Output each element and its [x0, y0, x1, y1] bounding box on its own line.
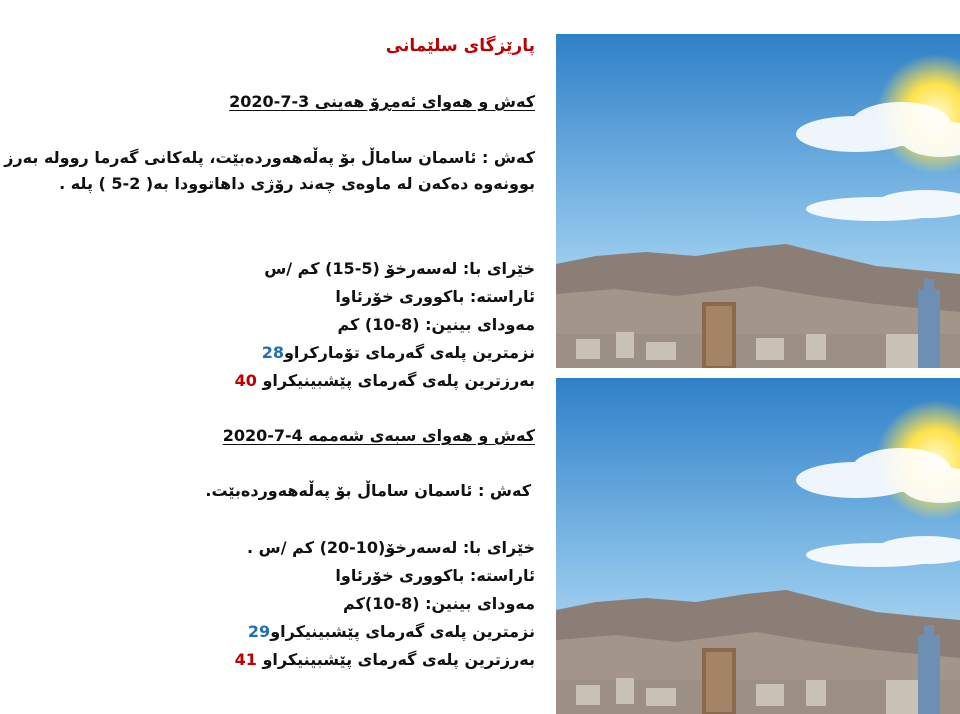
day2-sky-line1: کەش : ئاسمان ساماڵ بۆ پەڵەهەوردەبێت.	[205, 481, 531, 500]
day2-min-temp-value: 29	[247, 622, 271, 641]
day2-heading: کەش و هەوای سبەی شەممە 4-7-2020	[222, 426, 535, 445]
day1-visibility: مەودای بینین: (8-10) کم	[337, 315, 535, 334]
city-skyline-photo-top	[556, 34, 960, 368]
day2-max-temp-label: بەرزترین پلەی گەرمای پێشبینیکراو	[256, 650, 535, 669]
city-skyline-photo-bottom	[556, 378, 960, 714]
day1-sky-line1: کەش : ئاسمان ساماڵ بۆ پەڵەهەوردەبێت، پلەکانی گەرما رووله بەرز	[4, 148, 535, 167]
glass-tower	[918, 289, 940, 368]
day1-max-temp-value: 40	[234, 371, 257, 390]
day2-wind-speed: خێرای با: لەسەرخۆ(10-20) کم /س .	[247, 538, 535, 557]
day1-min-temp	[262, 343, 535, 362]
day1-heading: کەش و هەوای ئەمڕۆ هەینی 3-7-2020	[229, 92, 535, 111]
day1-min-temp-value: 28	[261, 343, 284, 362]
day1-wind-speed: خێرای با: لەسەرخۆ (5-15) کم /س	[264, 259, 535, 278]
skyline-illustration	[556, 34, 960, 368]
day1-wind-direction: ئاراستە: باکووری خۆرئاوا	[335, 287, 535, 306]
day1-max-temp	[235, 371, 535, 390]
skyline-illustration-2	[556, 378, 960, 714]
day2-min-temp	[248, 622, 535, 641]
day2-max-temp-value: 41	[234, 650, 257, 669]
day2-wind-direction: ئاراستە: باکووری خۆرئاوا	[335, 566, 535, 585]
day1-max-temp-label: بەرزترین پلەی گەرمای پێشبینیکراو	[256, 371, 535, 390]
day2-visibility: مەودای بینین: (8-10)کم	[343, 594, 535, 613]
day1-sky-line2: بوونەوە دەکەن لە ماوەی چەند رۆژی داهاتوودا بە( 2-5 ) پلە .	[59, 174, 535, 193]
day2-max-temp	[235, 650, 535, 669]
glass-tower	[918, 635, 940, 714]
page-title: پارێزگای سلێمانی	[385, 36, 535, 56]
day2-min-temp-label: نزمترین پلەی گەرمای پێشبینیکراو	[270, 622, 535, 641]
day1-min-temp-label: نزمترین پلەی گەرمای تۆمارکراو	[283, 343, 535, 362]
